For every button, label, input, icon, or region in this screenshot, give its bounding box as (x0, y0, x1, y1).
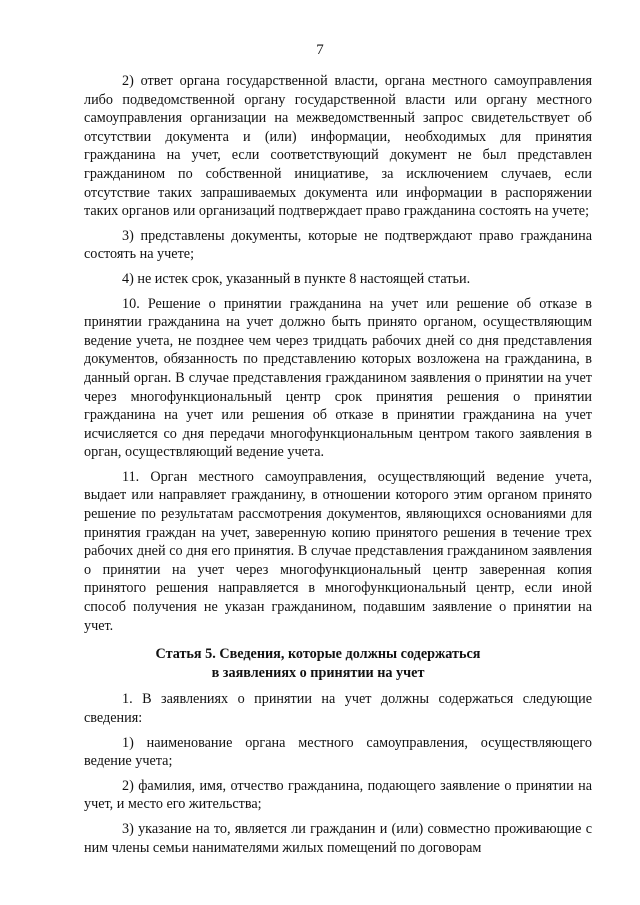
paragraph-item-10: 10. Решение о принятии гражданина на учет или решение об отказе в принятии гражданина на учет должно быть принято органом, осуществляющим ведение учета, не позднее чем через тридцать рабочих дней со дня представления документов, обязанность по представлению которых возложена на гражданина, в данный орган. В случае представления гражданином заявления о принятии на учет через многофункциональный центр срок принятия решения о принятии гражданина на учет или решения об отказе в принятии гражданина на учет исчисляется со дня передачи многофункциональным центром такого заявления в орган, осуществляющий ведение учета. (84, 295, 592, 461)
article-heading-line-2: в заявлениях о принятии на учет (211, 664, 425, 681)
paragraph-article5-clause-2: 2) фамилия, имя, отчество гражданина, подающего заявление о принятии на учет, и место его жительства; (84, 777, 592, 813)
paragraph-article5-clause-1: 1) наименование органа местного самоуправления, осуществляющего ведение учета; (84, 734, 592, 770)
article-5-heading (84, 645, 592, 682)
page-number: 7 (316, 42, 324, 58)
paragraph-article5-item-1: 1. В заявлениях о принятии на учет должны содержаться следующие сведения: (84, 691, 592, 726)
paragraph-article5-clause-3: 3) указание на то, является ли гражданин и (или) совместно проживающие с ним члены семьи нанимателями жилых помещений по договорам (84, 820, 592, 856)
paragraph-clause-2: 2) ответ органа государственной власти, органа местного самоуправления либо подведомственной органу государственной власти или органу местного самоуправления организации на межведомственный запрос свидетельствует об отсутствии документа и (или) информации, необходимых для принятия гражданина на учет, если соответствующий документ не был представлен гражданином по собственной инициативе, за исключением случаев, если отсутствие таких запрашиваемых документа или информации в распоряжении таких органов или организаций подтверждает право гражданина состоять на учете; (84, 73, 592, 220)
paragraph-item-11: 11. Орган местного самоуправления, осуществляющий ведение учета, выдает или направляет гражданину, в отношении которого этим органом принято решение по результатам рассмотрения документов, являющихся основаниями для принятия граждан на учет, заверенную копию принятого решения в течение трех рабочих дней со дня его принятия. В случае представления гражданином заявления о принятии на учет через многофункциональный центр заверенная копия принятого решения направляется в многофункциональный центр, если иной способ получения не указан гражданином, подавшим заявление о принятии на учет. (84, 468, 592, 634)
document-body (84, 72, 592, 863)
paragraph-clause-3: 3) представлены документы, которые не подтверждают право гражданина состоять на учете; (84, 227, 592, 263)
article-heading-line-1: Статья 5. Сведения, которые должны содержаться (155, 646, 481, 663)
paragraph-clause-4: 4) не истек срок, указанный в пункте 8 настоящей статьи. (122, 270, 471, 287)
